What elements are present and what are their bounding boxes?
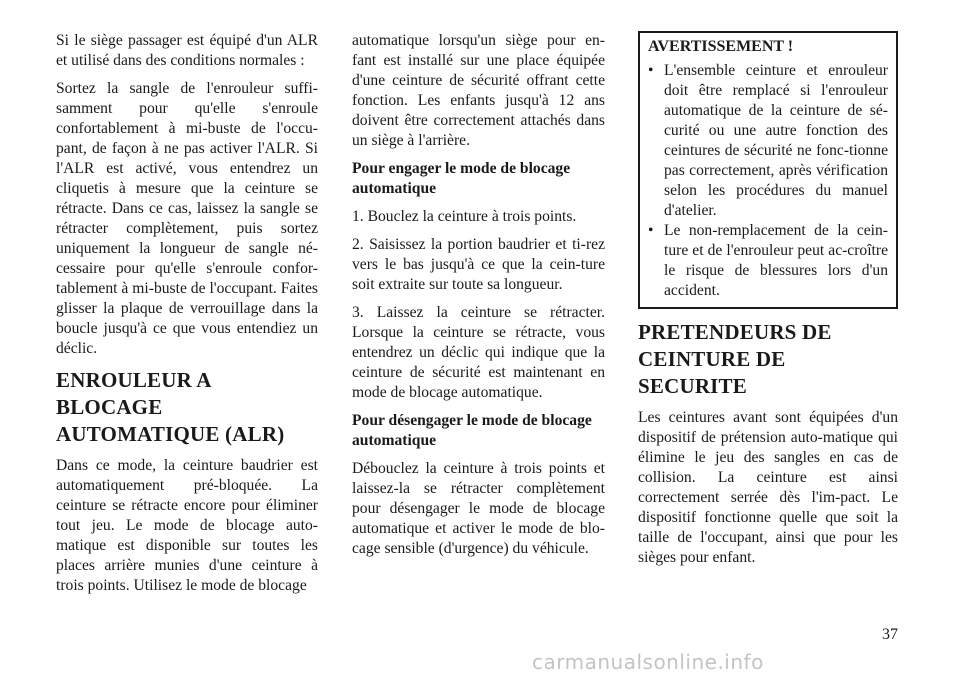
warning-list — [648, 61, 888, 301]
column-left — [56, 31, 318, 604]
step-item: 3. Laissez la ceinture se rétracter. Lorsque la ceinture se rétracte, vous entendrez un déclic qui indique que la ceinture de sécurité est maintenant en mode de blocage automatique. — [352, 304, 605, 401]
page-number: 37 — [882, 626, 898, 643]
warning-title: AVERTISSEMENT ! — [648, 38, 794, 55]
warning-item-text: L'ensemble ceinture et enrouleur doit être remplacé si l'enrouleur automatique de la ceinture de sé-curité ou une autre fonction des ceintures de sécurité ne fonc-tionne pas correctement, après vérification selon les procédures du manuel d'atelier. — [664, 62, 888, 219]
engage-steps-list — [352, 207, 605, 403]
step-item: 2. Saisissez la portion baudrier et ti-rez vers le bas jusqu'à ce que la cein-ture soit extraite sur toute sa longueur. — [352, 236, 605, 293]
column-right — [638, 31, 898, 576]
paragraph-alr-passenger-intro: Si le siège passager est équipé d'un ALR et utilisé dans des conditions normales : — [56, 32, 318, 69]
bullet-icon: • — [648, 222, 654, 239]
column-middle — [352, 31, 605, 567]
warning-item-text: Le non-remplacement de la cein-ture et de l'enrouleur peut ac-croître le risque de blessures lors d'un accident. — [664, 222, 888, 299]
warning-box — [638, 31, 898, 309]
paragraph-pretensioners: Les ceintures avant sont équipées d'un dispositif de prétension auto-matique qui élimine le jeu des sangles en cas de collision. La ceinture est ainsi correctement serrée dès l'im-pact. Le dispositif fonctionne quelle que soit la taille de l'occupant, ainsi que pour les sièges pour enfant. — [638, 409, 898, 566]
subheading-disengage-lock: Pour désengager le mode de blocage automatique — [352, 412, 592, 449]
paragraph-disengage: Débouclez la ceinture à trois points et laissez-la se rétracter complètement pour désengager le mode de blocage automatique et activer le mode de blo-cage sensible (d'urgence) du véhicule. — [352, 460, 605, 557]
paragraph-alr-instructions: Sortez la sangle de l'enrouleur suffi-samment pour qu'elle s'enroule confortablement à mi-buste de l'occu-pant, de façon à ne pas activer l'ALR. Si l'ALR est activé, vous entendrez un cliquetis à mesure que la ceinture se rétracte. Dans ce cas, laissez la sangle se rétracter complètement, puis sortez uniquement la longueur de sangle né-cessaire pour qu'elle s'enroule confor-tablement à mi-buste de l'occupant. Faites glisser la plaque de verrouillage dans la boucle jusqu'à ce que vous entendiez un déclic. — [56, 80, 318, 357]
warning-item — [648, 221, 888, 301]
section-heading-pretensioners: PRETENDEURS DE CEINTURE DE SECURITE — [638, 320, 832, 398]
paragraph-child-seat: automatique lorsqu'un siège pour en-fant est installé sur une place équipée d'une ceinture de sécurité offrant cette fonction. Les enfants jusqu'à 12 ans doivent être correctement attachés dans un siège à l'arrière. — [352, 32, 605, 149]
watermark-text: carmanualsonline.info — [532, 650, 764, 674]
paragraph-alr-mode: Dans ce mode, la ceinture baudrier est automatiquement pré-bloquée. La ceinture se rétracte encore pour éliminer tout jeu. Le mode de blocage auto-matique est disponible sur toutes les places arrière munies d'une ceinture à trois points. Utilisez le mode de blocage — [56, 457, 318, 594]
subheading-engage-lock: Pour engager le mode de blocage automatique — [352, 160, 571, 197]
step-item: 1. Bouclez la ceinture à trois points. — [352, 208, 577, 225]
bullet-icon: • — [648, 62, 654, 79]
warning-item — [648, 61, 888, 221]
section-heading-alr: ENROULEUR A BLOCAGE AUTOMATIQUE (ALR) — [56, 368, 285, 446]
